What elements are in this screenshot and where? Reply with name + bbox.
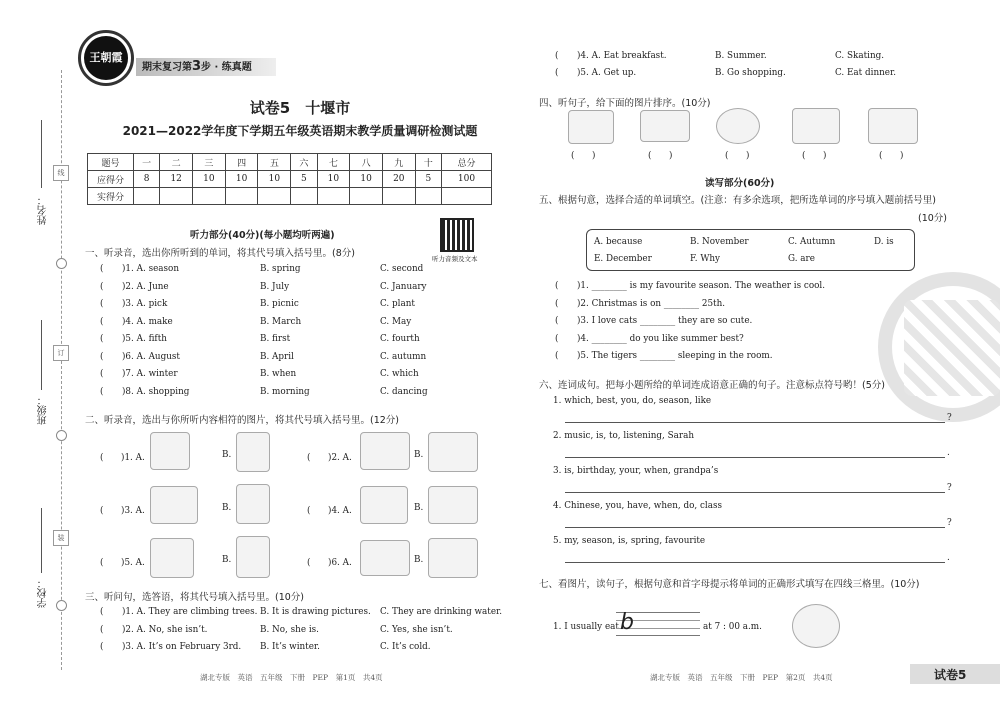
score-cell: 七 <box>317 154 350 171</box>
s2-q5-b: B. <box>222 555 232 565</box>
score-cell: 10 <box>225 171 258 188</box>
section5-list <box>555 281 885 371</box>
s4-blank[interactable]: ( ) <box>648 151 673 161</box>
score-cell: 四 <box>225 154 258 171</box>
hint-letter: b <box>620 610 634 635</box>
s3-q5-b: B. Go shopping. <box>715 68 786 78</box>
q-paren[interactable]: ( <box>555 333 559 344</box>
q8-c: C. dancing <box>380 386 428 397</box>
section3-title: 三、听问句，选答语，将其代号填入括号里。(10分) <box>85 592 305 603</box>
q-paren[interactable]: ( <box>100 386 104 397</box>
s6-q3-end: ? <box>947 483 952 493</box>
s5-q5: )5. The tigers ________ sleeping in the room. <box>577 351 773 361</box>
q1-a: )1. A. season <box>122 264 180 274</box>
watermark-seal-pattern <box>904 300 1000 396</box>
score-cell: 题号 <box>88 154 134 171</box>
score-cell: 5 <box>291 171 317 188</box>
q8-b: B. morning <box>260 386 310 397</box>
paper-subtitle: 2021—2022学年度下学期五年级英语期末教学质量调研检测试题 <box>122 124 478 138</box>
score-input-cell[interactable] <box>134 188 160 205</box>
q-paren[interactable]: ( <box>100 624 104 635</box>
class-label: 班级： <box>38 395 49 425</box>
s2-q4-b: B. <box>414 503 424 513</box>
s6-q1-end: ? <box>947 413 952 423</box>
s6-q5-answer-line[interactable] <box>565 562 945 563</box>
girl-diving-image[interactable] <box>360 540 410 576</box>
q4-c: C. May <box>380 316 412 327</box>
score-cell: 三 <box>193 154 226 171</box>
s4-blank[interactable]: ( ) <box>879 151 904 161</box>
word-option: C. Autumn <box>788 237 836 247</box>
q5-b: B. first <box>260 334 291 344</box>
s6-q4-answer-line[interactable] <box>565 527 945 528</box>
word-option: A. because <box>594 237 643 247</box>
binding-hole <box>56 258 67 269</box>
q3-b: B. picnic <box>260 299 299 309</box>
s7-q1-after: at 7 : 00 a.m. <box>703 622 762 632</box>
boy-eating-image[interactable] <box>792 604 840 648</box>
s5-q4: )4. ________ do you like summer best? <box>577 333 744 344</box>
score-cell: 10 <box>258 171 291 188</box>
q6-c: C. autumn <box>380 351 427 362</box>
q-paren[interactable]: ( <box>100 334 104 344</box>
s6-q1-answer-line[interactable] <box>565 422 945 423</box>
q1-c: C. second <box>380 264 424 274</box>
logo: 王朝霞 <box>84 36 128 80</box>
q7-a: )7. A. winter <box>122 369 178 379</box>
q5-c: C. fourth <box>380 334 420 344</box>
section4-title: 四、听句子，给下面的图片排序。(10分) <box>539 98 711 109</box>
score-cell: 一 <box>134 154 160 171</box>
snowman-image[interactable] <box>868 108 918 144</box>
q7-c: C. which <box>380 369 419 379</box>
s3-q4-c: C. Skating. <box>835 51 885 61</box>
binding-tag-line: 线 <box>53 165 69 181</box>
q3-c: C. plant <box>380 299 415 309</box>
name-field[interactable] <box>41 120 42 188</box>
s3-q1-a: )1. A. They are climbing trees. <box>122 607 258 617</box>
q-paren[interactable]: ( <box>555 298 559 309</box>
binding-tag-bind: 装 <box>53 530 69 546</box>
q4-a: )4. A. make <box>122 316 173 327</box>
review-banner <box>136 58 276 76</box>
q-paren[interactable]: ( <box>100 642 104 652</box>
family-image[interactable] <box>428 538 478 578</box>
section5-title: 五、根据句意，选择合适的单词填空。(注意：有多余选项，把所选单词的序号填入题前括号里) <box>539 195 936 206</box>
section1-list <box>100 264 530 404</box>
q2-c: C. January <box>380 281 427 292</box>
s2-q6-b: B. <box>414 555 424 565</box>
score-cell: 十 <box>415 154 441 171</box>
s2-q6-label[interactable]: ( )6. A. <box>307 558 352 568</box>
two-people-image[interactable] <box>236 536 270 578</box>
binding-hole <box>56 430 67 441</box>
q6-b: B. April <box>260 351 294 362</box>
s4-blank[interactable]: ( ) <box>571 151 596 161</box>
s3-q4-a: )4. A. Eat breakfast. <box>577 51 667 61</box>
score-cell: 10 <box>317 171 350 188</box>
q4-b: B. March <box>260 316 302 327</box>
s6-q4-words: 4. Chinese, you, have, when, do, class <box>553 501 722 511</box>
dragon-boat-image[interactable] <box>640 110 690 142</box>
boy-room-image[interactable] <box>428 432 478 472</box>
score-cell: 8 <box>134 171 160 188</box>
s3-q5-c: C. Eat dinner. <box>835 68 897 78</box>
s3-q2-a: )2. A. No, she isn’t. <box>122 624 208 635</box>
s3-q4-b: B. Summer. <box>715 51 767 61</box>
s5-q3: )3. I love cats ________ they are so cute. <box>577 316 753 326</box>
boy-reading-image[interactable] <box>428 486 478 524</box>
mooncakes-image[interactable] <box>716 108 760 144</box>
q-paren[interactable]: ( <box>555 316 559 326</box>
score-input-cell[interactable] <box>291 188 317 205</box>
q-paren[interactable]: ( <box>555 351 559 361</box>
girl-tree-image[interactable] <box>236 484 270 524</box>
binding-tag-order: 订 <box>53 345 69 361</box>
score-cell: 实得分 <box>88 188 134 205</box>
q-paren[interactable]: ( <box>100 281 104 292</box>
q5-a: )5. A. fifth <box>122 334 167 344</box>
q-paren[interactable]: ( <box>555 51 559 61</box>
s2-q3-b: B. <box>222 503 232 513</box>
score-table <box>87 153 492 205</box>
s3-q3-b: B. It’s winter. <box>260 642 320 652</box>
s3-q3-a: )3. A. It’s on February 3rd. <box>122 642 242 652</box>
score-cell: 六 <box>291 154 317 171</box>
q8-a: )8. A. shopping <box>122 386 190 397</box>
score-input-cell[interactable] <box>193 188 226 205</box>
girl-basket-image[interactable] <box>150 538 194 578</box>
score-cell: 五 <box>258 154 291 171</box>
s6-q5-words: 5. my, season, is, spring, favourite <box>553 536 706 546</box>
q-paren[interactable]: ( <box>100 316 104 327</box>
score-cell: 九 <box>382 154 415 171</box>
section7-title: 七、看图片，读句子，根据句意和首字母提示将单词的正确形式填写在四线三格里。(10分) <box>539 579 920 590</box>
footer-left: 湖北专版 英语 五年级 下册 PEP 第1页 共4页 <box>200 673 383 682</box>
score-cell: 12 <box>160 171 193 188</box>
score-cell: 10 <box>350 171 383 188</box>
score-cell: 总分 <box>441 154 491 171</box>
section5-points: (10分) <box>918 213 948 224</box>
score-input-cell[interactable] <box>160 188 193 205</box>
score-input-cell[interactable] <box>350 188 383 205</box>
score-input-cell[interactable] <box>225 188 258 205</box>
s3-q2-b: B. No, she is. <box>260 624 319 635</box>
score-input-cell[interactable] <box>415 188 441 205</box>
word-option: G. are <box>788 254 815 264</box>
q-paren[interactable]: ( <box>100 299 104 309</box>
score-row-earned <box>88 188 492 205</box>
binding-hole <box>56 600 67 611</box>
score-cell: 10 <box>193 171 226 188</box>
s6-q2-answer-line[interactable] <box>565 457 945 458</box>
banner-suffix: 步 · 练真题 <box>201 62 252 73</box>
s6-q2-words: 2. music, is, to, listening, Sarah <box>553 431 695 441</box>
s3-q1-c: C. They are drinking water. <box>380 607 503 617</box>
q2-b: B. July <box>260 281 290 292</box>
s2-q1-label[interactable]: ( )1. A. <box>100 453 145 463</box>
binding-cut-line <box>61 70 62 670</box>
s2-q2-b: B. <box>414 450 424 460</box>
word-option: E. December <box>594 254 652 264</box>
reading-heading: 读写部分(60分) <box>705 178 775 189</box>
boy-swimming-image[interactable] <box>360 486 408 524</box>
s6-q5-end: . <box>947 553 950 563</box>
section2-title: 二、听录音，选出与你所听内容相符的图片，将其代号填入括号里。(12分) <box>85 415 400 426</box>
school-field[interactable] <box>41 508 42 573</box>
s5-q2: )2. Christmas is on ________ 25th. <box>577 298 726 309</box>
banner-step: 3 <box>192 59 202 74</box>
word-option: F. Why <box>690 254 721 264</box>
score-input-cell[interactable] <box>441 188 491 205</box>
paper-title: 试卷5 十堰市 <box>249 99 351 117</box>
footer-right: 湖北专版 英语 五年级 下册 PEP 第2页 共4页 <box>650 673 833 682</box>
score-cell: 应得分 <box>88 171 134 188</box>
score-row-header <box>88 154 492 171</box>
s3-q3-c: C. It’s cold. <box>380 642 431 652</box>
score-cell: 100 <box>441 171 491 188</box>
banner-prefix: 期末复习第 <box>142 62 192 73</box>
qr-caption: 听力音频及文本 <box>432 255 478 263</box>
section1-title: 一、听录音，选出你所听到的单词，将其代号填入括号里。(8分) <box>85 248 355 259</box>
q1-b: B. spring <box>260 264 301 274</box>
q-paren[interactable]: ( <box>100 264 104 274</box>
score-input-cell[interactable] <box>317 188 350 205</box>
s2-q5-label[interactable]: ( )5. A. <box>100 558 145 568</box>
section6-title: 六、连词成句。把每小题所给的单词连成语意正确的句子。注意标点符号哟！(5分) <box>539 380 885 391</box>
s3-q5-a: )5. A. Get up. <box>577 68 637 78</box>
score-cell: 5 <box>415 171 441 188</box>
score-cell: 20 <box>382 171 415 188</box>
s2-q4-label[interactable]: ( )4. A. <box>307 506 352 516</box>
q6-a: )6. A. August <box>122 351 180 362</box>
four-line-grid[interactable] <box>616 612 700 636</box>
s4-blank[interactable]: ( ) <box>725 151 750 161</box>
kids-picnic-image[interactable] <box>150 486 198 524</box>
s5-q1: )1. ________ is my favourite season. The weather is cool. <box>577 281 826 291</box>
school-label: 学校： <box>38 578 49 608</box>
s6-q3-words: 3. is, birthday, your, when, grandpa’s <box>553 466 719 476</box>
word-option: D. is <box>874 237 894 247</box>
q7-b: B. when <box>260 369 297 379</box>
word-bank <box>586 229 915 271</box>
section3-list <box>100 607 530 657</box>
boy-sleeping-image[interactable] <box>792 108 840 144</box>
name-label: 姓名： <box>38 195 49 225</box>
girl-sitting-clock-image[interactable] <box>360 432 410 470</box>
score-row-full <box>88 171 492 188</box>
s2-q3-label[interactable]: ( )3. A. <box>100 506 145 516</box>
footer-tag: 试卷5 <box>934 668 967 682</box>
s2-q1-b: B. <box>222 450 232 460</box>
s7-q1-before: 1. I usually eat <box>553 622 619 632</box>
listening-heading: 听力部分(40分)(每小题均听两遍) <box>190 230 335 241</box>
qr-code[interactable] <box>440 218 474 252</box>
s2-q2-label[interactable]: ( )2. A. <box>307 453 352 463</box>
girl-skating-image[interactable] <box>236 432 270 472</box>
q3-a: )3. A. pick <box>122 299 168 309</box>
s6-q3-answer-line[interactable] <box>565 492 945 493</box>
q-paren[interactable]: ( <box>555 68 559 78</box>
s3-q1-b: B. It is drawing pictures. <box>260 607 371 617</box>
q-paren[interactable]: ( <box>100 369 104 379</box>
s6-q1-words: 1. which, best, you, do, season, like <box>553 396 712 406</box>
s3-q2-c: C. Yes, she isn’t. <box>380 624 453 635</box>
girl-dancing-image[interactable] <box>150 432 190 470</box>
score-cell: 八 <box>350 154 383 171</box>
score-input-cell[interactable] <box>382 188 415 205</box>
score-input-cell[interactable] <box>258 188 291 205</box>
class-field[interactable] <box>41 320 42 390</box>
boy-drawing-image[interactable] <box>568 110 614 144</box>
s6-q4-end: ? <box>947 518 952 528</box>
q-paren[interactable]: ( <box>555 281 559 291</box>
word-option: B. November <box>690 237 749 247</box>
s6-q2-end: . <box>947 448 950 458</box>
q-paren[interactable]: ( <box>100 351 104 362</box>
q2-a: )2. A. June <box>122 281 169 292</box>
section3-top-list <box>555 51 985 83</box>
q-paren[interactable]: ( <box>100 607 104 617</box>
score-cell: 二 <box>160 154 193 171</box>
s4-blank[interactable]: ( ) <box>802 151 827 161</box>
